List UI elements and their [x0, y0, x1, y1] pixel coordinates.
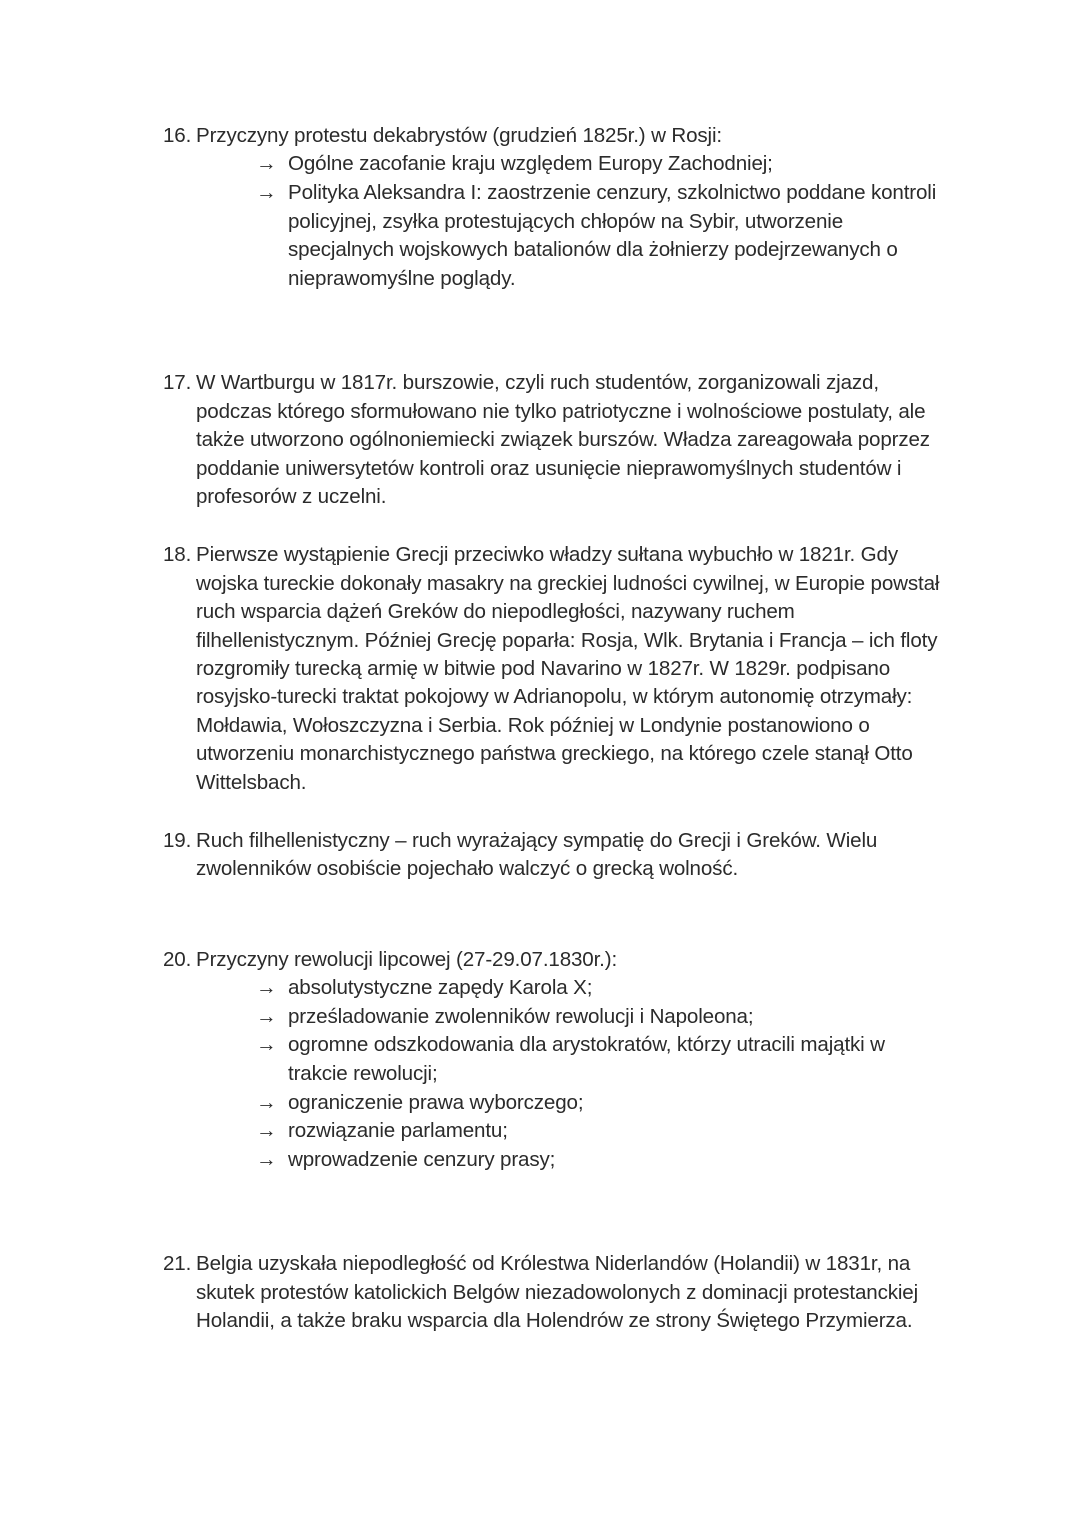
sub-list-item — [256, 1003, 950, 1032]
list-item — [163, 946, 952, 974]
list-item-text: Przyczyny protestu dekabrystów (grudzień 1825r.) w Rosji: — [196, 124, 722, 147]
arrow-icon: → — [256, 152, 277, 176]
list-item-text: Przyczyny rewolucji lipcowej (27-29.07.1830r.): — [196, 947, 618, 971]
sub-list-item — [256, 179, 950, 293]
list-item-number: 20. — [163, 947, 192, 971]
sub-list-item-text: rozwiązanie parlamentu; — [288, 1119, 508, 1143]
sub-list-item — [256, 1117, 950, 1146]
arrow-icon: → — [256, 976, 277, 1000]
arrow-icon: → — [256, 181, 277, 204]
list-item-text: Belgia uzyskała niepodległość od Królestwa Niderlandów (Holandii) w 1831r, na skutek protestów katolickich Belgów niezadowolonych z dominacji protestanckiej Holandii, a także braku wsparcia dla Holendrów ze strony Świętego Przymierza. — [196, 1252, 919, 1333]
list-item-number: 21. — [163, 1252, 192, 1276]
list-item-text: Pierwsze wystąpienie Grecji przeciwko władzy sułtana wybuchło w 1821r. Gdy wojska tureckie dokonały masakry na greckiej ludności cywilnej, w Europie powstał ruch wsparcia dążeń Greków do niepodległości, nazywany ruchem filhellenistycznym. Później Grecję poparła: Rosja, Wlk. Brytania i Francja – ich floty rozgromiły turecką armię w bitwie pod Navarino w 1827r. W 1829r. podpisano rosyjsko-turecki traktat pokojowy w Adrianopolu, w którym autonomię otrzymały: Mołdawia, Wołoszczyzna i Serbia. Rok później w Londynie postanowiono o utworzeniu monarchistycznego państwa greckiego, na którego czele stanął Otto Wittelsbach. — [196, 543, 940, 794]
list-item-text: W Wartburgu w 1817r. burszowie, czyli ruch studentów, zorganizowali zjazd, podczas którego sformułowano nie tylko patriotyczne i wolnościowe postulaty, ale także utworzono ogólnoniemiecki związek burszów. Władza zareagowała poprzez poddanie uniwersytetów kontroli oraz usunięcie nieprawomyślnych studentów i profesorów z uczelni. — [196, 371, 930, 508]
list-item — [163, 369, 952, 511]
sub-list-item-text: prześladowanie zwolenników rewolucji i Napoleona; — [288, 1004, 754, 1028]
sub-list-item-text: absolutystyczne zapędy Karola X; — [288, 976, 593, 1000]
sub-list-item-text: ograniczenie prawa wyborczego; — [288, 1090, 584, 1114]
list-item — [163, 122, 952, 150]
list-item-text: Ruch filhellenistyczny – ruch wyrażający sympatię do Grecji i Greków. Wielu zwolenników osobiście pojechało walczyć o grecką wolność. — [196, 829, 878, 881]
sub-list-item-text: ogromne odszkodowania dla arystokratów, którzy utracili majątki w trakcie rewolucji; — [288, 1033, 885, 1086]
sub-list-item-text: Ogólne zacofanie kraju względem Europy Zachodniej; — [288, 152, 773, 176]
sub-list-item — [256, 1031, 950, 1088]
arrow-icon: → — [256, 1147, 277, 1171]
list-item — [163, 827, 952, 884]
list-item — [163, 1250, 952, 1335]
arrow-icon: → — [256, 1004, 277, 1028]
arrow-icon: → — [256, 1090, 277, 1114]
sub-list — [163, 150, 952, 293]
sub-list-item — [256, 974, 950, 1003]
list-item-number: 16. — [163, 124, 192, 147]
arrow-icon: → — [256, 1033, 277, 1057]
sub-list — [163, 974, 952, 1174]
sub-list-item-text: wprowadzenie cenzury prasy; — [288, 1147, 556, 1171]
list-item — [163, 541, 952, 797]
list-item-number: 18. — [163, 543, 192, 567]
sub-list-item-text: Polityka Aleksandra I: zaostrzenie cenzury, szkolnictwo poddane kontroli policyjnej, zsyłka protestujących chłopów na Sybir, utworzenie specjalnych wojskowych batalionów dla żołnierzy podejrzewanych o nieprawomyślne poglądy. — [288, 181, 937, 290]
list-item-number: 19. — [163, 829, 192, 853]
sub-list-item — [256, 150, 950, 179]
sub-list-item — [256, 1089, 950, 1118]
list-item-number: 17. — [163, 371, 192, 395]
arrow-icon: → — [256, 1119, 277, 1143]
sub-list-item — [256, 1146, 950, 1175]
numbered-list — [163, 122, 952, 1336]
